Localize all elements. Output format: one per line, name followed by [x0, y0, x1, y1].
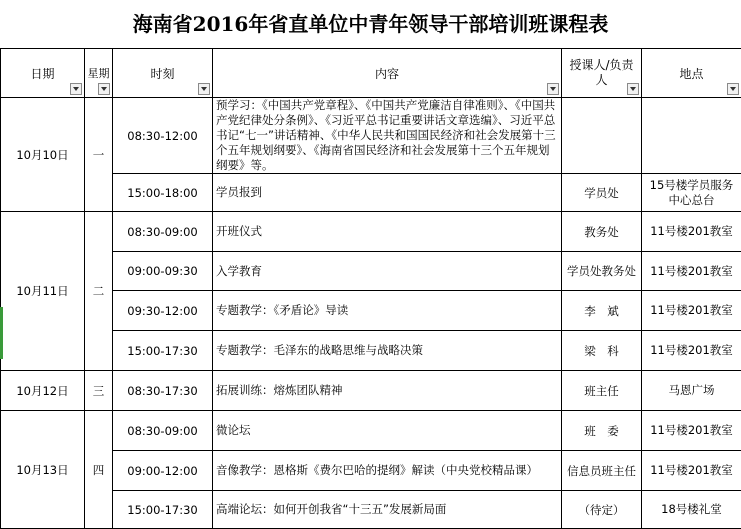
table-row	[1, 451, 741, 491]
header-weekday: 星期	[85, 49, 113, 98]
table-row	[1, 252, 741, 291]
location-cell: 11号楼201教室	[642, 331, 741, 371]
content-cell: 专题教学：毛泽东的战略思维与战略决策	[213, 331, 562, 371]
header-date: 日期	[1, 49, 85, 98]
filter-dropdown-icon[interactable]	[198, 83, 210, 95]
content-cell: 学员报到	[213, 174, 562, 212]
location-cell: 15号楼学员服务中心总台	[642, 174, 741, 212]
location-cell: 11号楼201教室	[642, 411, 741, 451]
filter-dropdown-icon[interactable]	[627, 83, 639, 95]
weekday-cell: 一	[85, 98, 113, 212]
lecturer-cell: 教务处	[562, 212, 642, 252]
schedule-table	[0, 48, 741, 529]
date-cell: 10月12日	[1, 371, 85, 411]
filter-dropdown-icon[interactable]	[70, 83, 82, 95]
content-cell: 音像教学：恩格斯《费尔巴哈的提纲》解读（中央党校精品课）	[213, 451, 562, 491]
header-lecturer: 授课人/负责人	[562, 49, 642, 98]
table-row	[1, 291, 741, 331]
lecturer-cell: 班主任	[562, 371, 642, 411]
header-time: 时刻	[113, 49, 213, 98]
filter-dropdown-icon[interactable]	[727, 83, 739, 95]
time-cell: 08:30-12:00	[113, 98, 213, 174]
location-cell: 11号楼201教室	[642, 451, 741, 491]
content-cell: 微论坛	[213, 411, 562, 451]
location-cell: 11号楼201教室	[642, 212, 741, 252]
header-location: 地点	[642, 49, 741, 98]
header-row	[1, 49, 741, 98]
time-cell: 09:30-12:00	[113, 291, 213, 331]
table-row	[1, 331, 741, 371]
filter-dropdown-icon[interactable]	[547, 83, 559, 95]
time-cell: 08:30-09:00	[113, 411, 213, 451]
time-cell: 15:00-17:30	[113, 331, 213, 371]
content-cell: 专题教学：《矛盾论》导读	[213, 291, 562, 331]
location-cell: 马恩广场	[642, 371, 741, 411]
time-cell: 15:00-17:30	[113, 491, 213, 529]
content-cell: 拓展训练：熔炼团队精神	[213, 371, 562, 411]
weekday-cell: 四	[85, 411, 113, 529]
date-cell: 10月10日	[1, 98, 85, 212]
table-row	[1, 98, 741, 174]
lecturer-cell: 梁 科	[562, 331, 642, 371]
lecturer-cell: 李 斌	[562, 291, 642, 331]
lecturer-cell: 班 委	[562, 411, 642, 451]
schedule-title: 海南省2016年省直单位中青年领导干部培训班课程表	[0, 0, 741, 48]
table-row	[1, 371, 741, 411]
lecturer-cell: 学员处教务处	[562, 252, 642, 291]
lecturer-cell: 信息员班主任	[562, 451, 642, 491]
header-content: 内容	[213, 49, 562, 98]
content-cell: 入学教育	[213, 252, 562, 291]
filter-dropdown-icon[interactable]	[98, 83, 110, 95]
location-cell: 11号楼201教室	[642, 252, 741, 291]
location-cell: 18号楼礼堂	[642, 491, 741, 529]
lecturer-cell	[562, 98, 642, 174]
weekday-cell: 三	[85, 371, 113, 411]
date-cell: 10月11日	[1, 212, 85, 371]
lecturer-cell: 学员处	[562, 174, 642, 212]
table-row	[1, 411, 741, 451]
time-cell: 08:30-09:00	[113, 212, 213, 252]
content-cell: 高端论坛：如何开创我省“十三五”发展新局面	[213, 491, 562, 529]
content-cell: 开班仪式	[213, 212, 562, 252]
lecturer-cell: （待定）	[562, 491, 642, 529]
location-cell	[642, 98, 741, 174]
content-cell: 预学习：《中国共产党章程》、《中国共产党廉洁自律准则》、《中国共产党纪律处分条例》、《习近平总书记重要讲话文章选编》、习近平总书记“七一”讲话精神、《中华人民共和国国民经济和社会发展第十三个五年规划纲要》、《海南省国民经济和社会发展第十三个五年规划纲要》等。	[213, 98, 562, 174]
selection-indicator	[0, 307, 3, 359]
table-row	[1, 212, 741, 252]
weekday-cell: 二	[85, 212, 113, 371]
table-row	[1, 174, 741, 212]
time-cell: 08:30-17:30	[113, 371, 213, 411]
time-cell: 15:00-18:00	[113, 174, 213, 212]
time-cell: 09:00-09:30	[113, 252, 213, 291]
time-cell: 09:00-12:00	[113, 451, 213, 491]
location-cell: 11号楼201教室	[642, 291, 741, 331]
date-cell: 10月13日	[1, 411, 85, 529]
